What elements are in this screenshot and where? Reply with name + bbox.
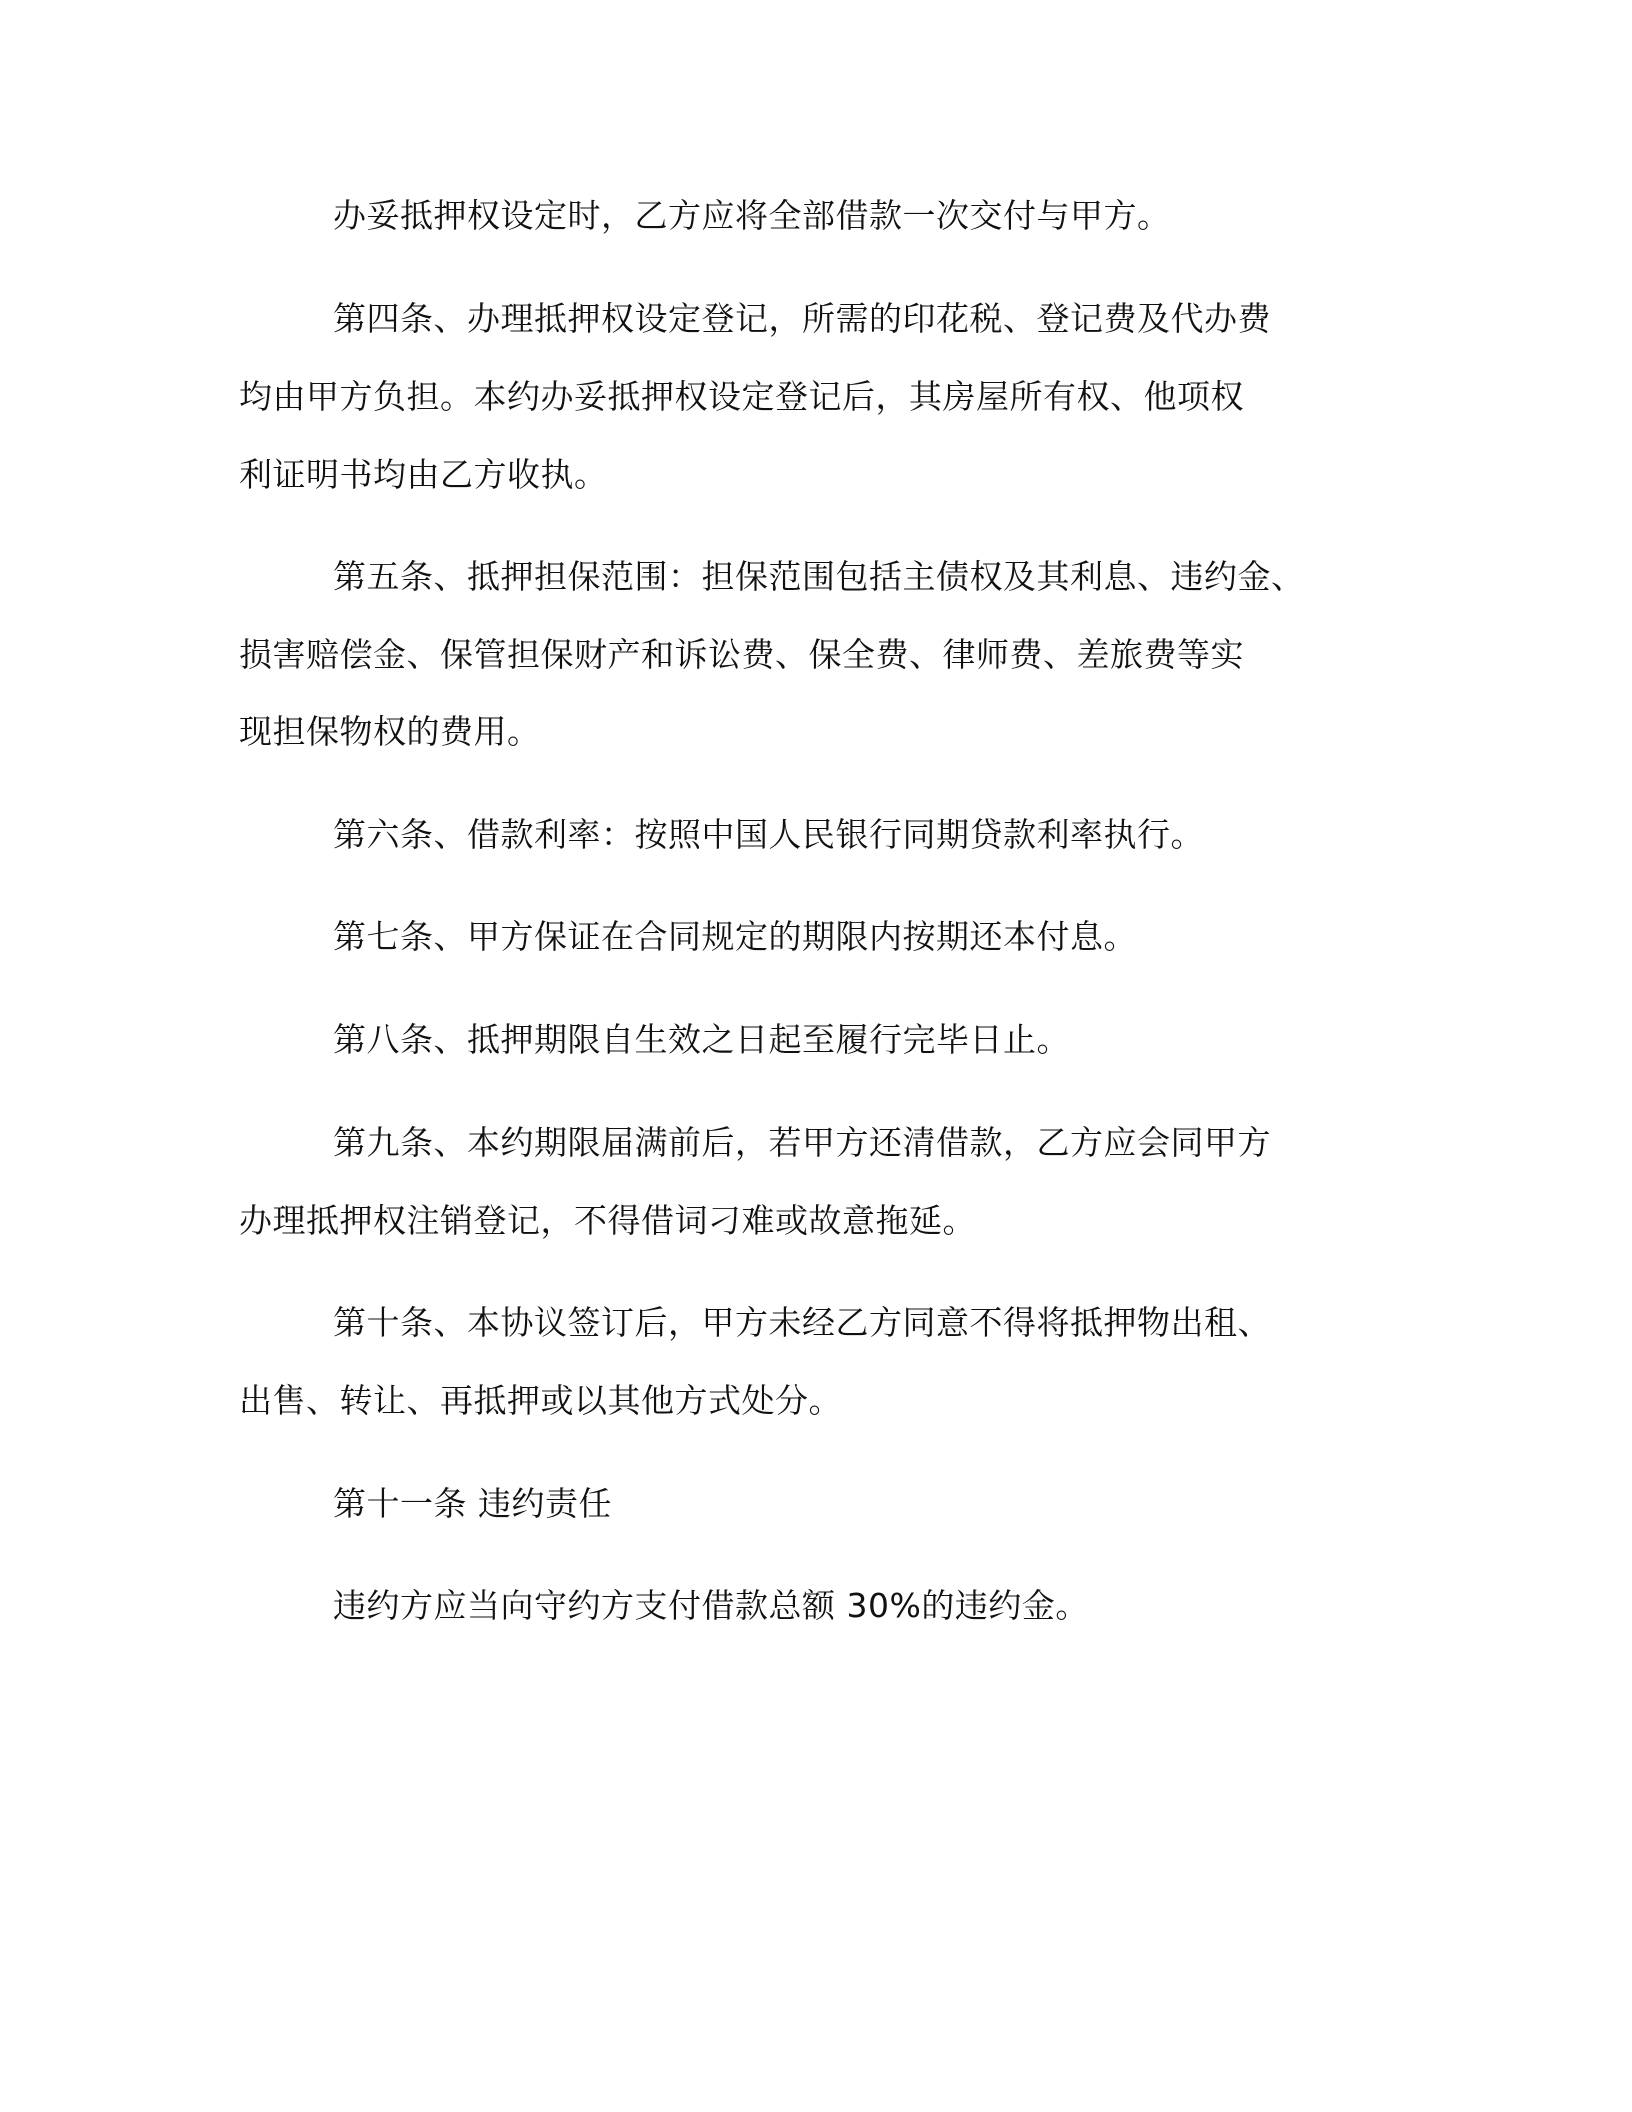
article-5-line-3: 现担保物权的费用。 bbox=[239, 712, 541, 751]
article-9-line-1: 第九条、本约期限届满前后，若甲方还清借款，乙方应会同甲方 bbox=[333, 1123, 1271, 1162]
article-8-line-1: 第八条、抵押期限自生效之日起至履行完毕日止。 bbox=[333, 1020, 1070, 1059]
paragraph-line: 办妥抵押权设定时，乙方应将全部借款一次交付与甲方。 bbox=[333, 196, 1171, 235]
article-5-line-2: 损害赔偿金、保管担保财产和诉讼费、保全费、律师费、差旅费等实 bbox=[239, 635, 1244, 674]
article-10-line-1: 第十条、本协议签订后，甲方未经乙方同意不得将抵押物出租、 bbox=[333, 1303, 1271, 1342]
article-7-line-1: 第七条、甲方保证在合同规定的期限内按期还本付息。 bbox=[333, 917, 1137, 956]
article-11-title: 第十一条 违约责任 bbox=[333, 1484, 612, 1523]
article-4-line-1: 第四条、办理抵押权设定登记，所需的印花税、登记费及代办费 bbox=[333, 299, 1271, 338]
article-6-line-1: 第六条、借款利率：按照中国人民银行同期贷款利率执行。 bbox=[333, 815, 1204, 854]
article-4-line-3: 利证明书均由乙方收执。 bbox=[239, 455, 608, 494]
article-11-body: 违约方应当向守约方支付借款总额 30%的违约金。 bbox=[333, 1586, 1089, 1625]
article-10-line-2: 出售、转让、再抵押或以其他方式处分。 bbox=[239, 1381, 842, 1420]
article-9-line-2: 办理抵押权注销登记，不得借词刁难或故意拖延。 bbox=[239, 1201, 976, 1240]
article-4-line-2: 均由甲方负担。本约办妥抵押权设定登记后，其房屋所有权、他项权 bbox=[239, 377, 1244, 416]
article-5-line-1: 第五条、抵押担保范围：担保范围包括主债权及其利息、违约金、 bbox=[333, 557, 1305, 596]
